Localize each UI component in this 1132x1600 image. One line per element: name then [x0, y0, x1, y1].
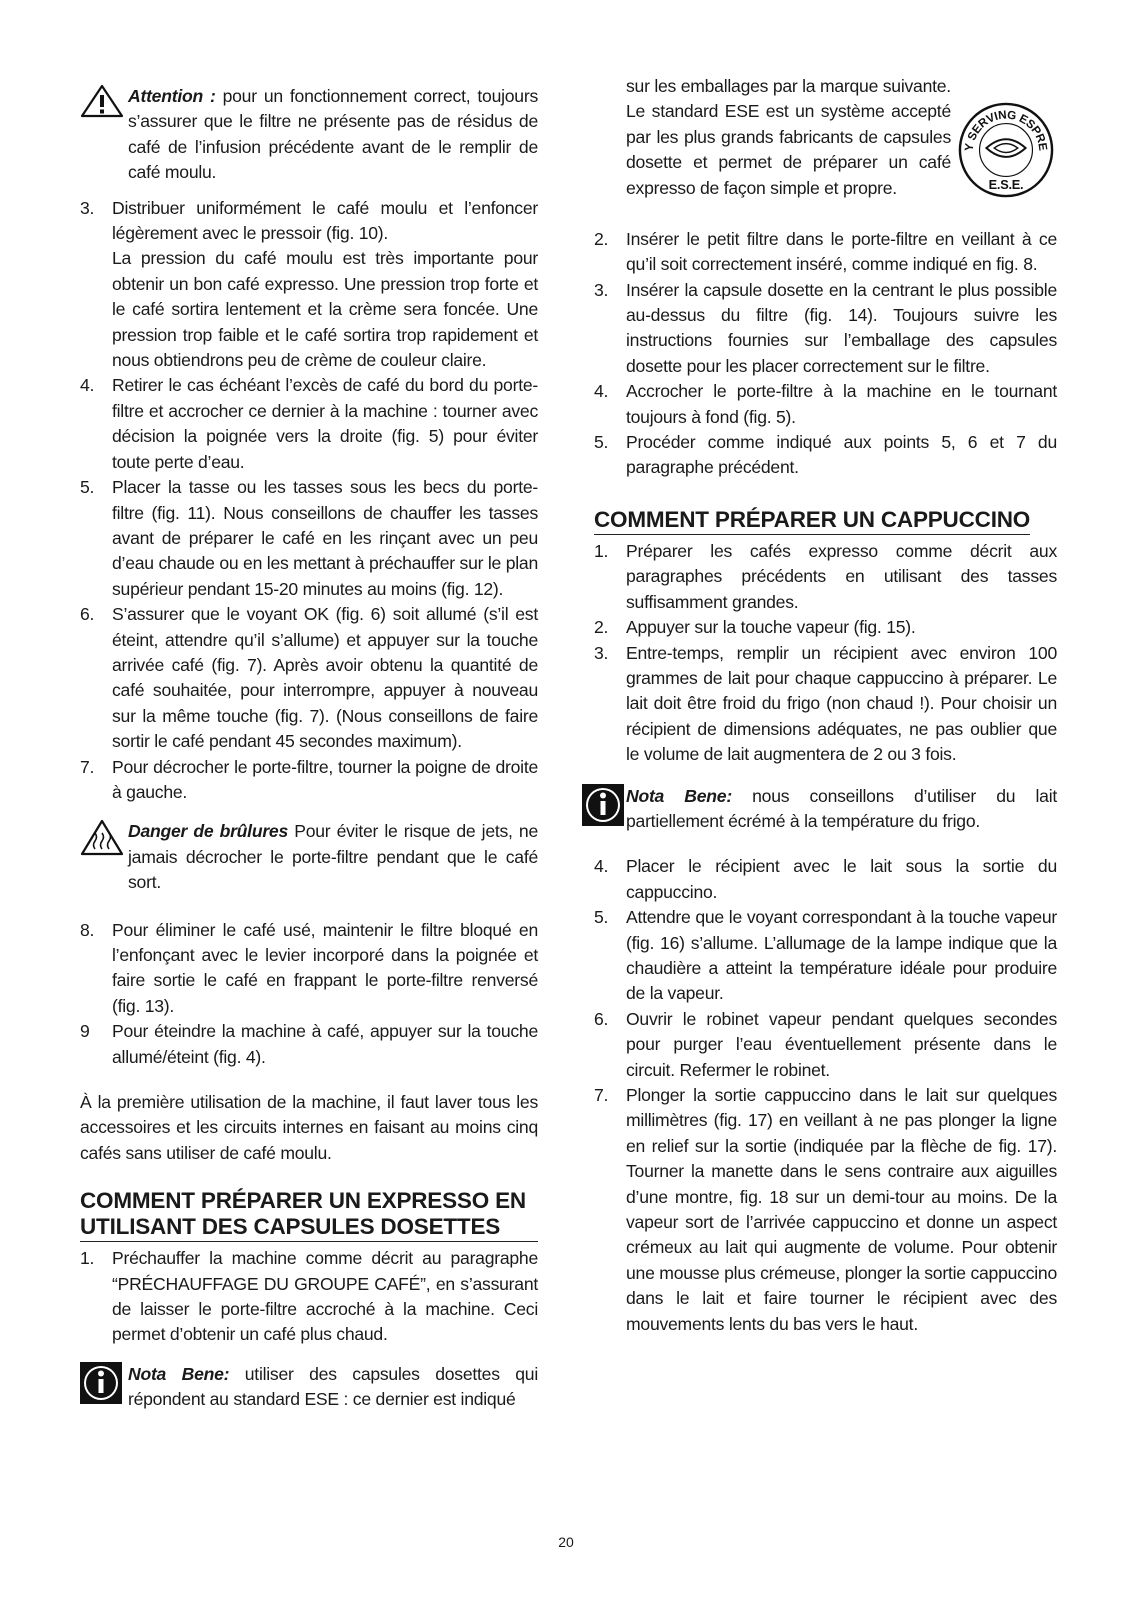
cappuccino-steps-list-b [594, 854, 1057, 1337]
item-text: Appuyer sur la touche vapeur (fig. 15). [626, 617, 916, 638]
list-item [80, 755, 538, 806]
info-icon [80, 1362, 122, 1404]
right-column [594, 74, 1057, 1337]
item-number: 5. [594, 432, 609, 453]
left-column [80, 74, 538, 1423]
item-text: Attendre que le voyant correspondant à la touche vapeur (fig. 16) s’allume. L’allumage de la lampe indique que la chaudière a atteint la température idéale pour produire de la vapeur. [626, 907, 1057, 1004]
item-number: 2. [594, 617, 609, 638]
item-text: Préparer les cafés expresso comme décrit aux paragraphes précédents en utilisant des tasses suffisamment grandes. [626, 540, 1057, 612]
nota-bene-text: utiliser des capsules dosettes qui répondent au standard ESE : ce dernier est indiqué [128, 1363, 538, 1410]
nota-bene-text: nous conseillons d’utiliser du lait partiellement écrémé à la température du frigo. [626, 785, 1057, 831]
item-text: Pour éliminer le café usé, maintenir le filtre bloqué en l’enfonçant avec le levier incorporé dans la poignée et faire sortie le café en frappant le porte-filtre renversé (fig. 13). [112, 919, 538, 1016]
ese-block [562, 99, 1057, 206]
item-number: 8. [80, 919, 95, 940]
item-text: Insérer la capsule dosette en la centrant le plus possible au-dessus du filtre (fig. 14). Toujours suivre les instructions fournies sur l’emballage des capsules dosette pour les placer correctement sur le filtre. [626, 279, 1057, 376]
nota-bene-note [80, 1362, 538, 1413]
item-text: Plonger la sortie cappuccino dans le lait sur quelques millimètres (fig. 17) en veillant à ne pas plonger la ligne en relief sur la sortie (indiquée par la flèche de fig. 17). Tourner la manette dans le sens contraire aux aiguilles d’une montre, fig. 18 sur un demi-tour au moins. De la vapeur sort de l’arrivée cappuccino et donne un aspect crémeux au lait qui augmente de volume. Pour obtenir une mousse plus crémeuse, plonger la sortie cappuccino dans le lait et faire tourner le récipient avec des mouvements lents du bas vers le haut. [626, 1085, 1057, 1334]
capsule-steps-list [594, 227, 1057, 481]
item-text: Placer le récipient avec le lait sous la sortie du cappuccino. [626, 856, 1057, 902]
page-number: 20 [558, 1534, 574, 1550]
list-item [594, 430, 1057, 481]
list-item [80, 602, 538, 754]
section-title-text: COMMENT PRÉPARER UN EXPRESSO EN UTILISANT DES CAPSULES DOSETTES [80, 1188, 538, 1242]
attention-text: pour un fonctionnement correct, toujours s’assurer que le filtre ne présente pas de résidus de café de l’infusion précédente avant de le remplir de café moulu. [128, 86, 538, 183]
list-item [594, 905, 1057, 1007]
item-number: 4. [80, 375, 95, 396]
item-text: Entre-temps, remplir un récipient avec environ 100 grammes de lait pour chaque cappuccino à préparer. Le lait doit être froid du frigo (non chaud !). Pour choisir un récipient de dimensions adéquates, ne pas oublier que le volume de lait augmentera de 2 ou 3 fois. [626, 642, 1057, 765]
steps-list-b [80, 918, 538, 1070]
ese-logo-icon [957, 101, 1055, 199]
steps-list-c [80, 1246, 538, 1348]
list-item [594, 1007, 1057, 1083]
item-number: 2. [594, 228, 609, 249]
list-item [594, 278, 1057, 380]
list-item [80, 918, 538, 1020]
steps-list-a [80, 196, 538, 806]
item-text: Pour éteindre la machine à café, appuyer sur la touche allumé/éteint (fig. 4). [112, 1021, 538, 1067]
list-item [594, 227, 1057, 278]
item-number: 4. [594, 381, 609, 402]
item-number: 6. [80, 604, 95, 625]
list-item [80, 1019, 538, 1070]
item-number: 5. [594, 907, 609, 928]
item-number: 9 [80, 1021, 90, 1042]
item-text: Ouvrir le robinet vapeur pendant quelques secondes pour purger l’eau éventuellement présente dans le circuit. Refermer le robinet. [626, 1008, 1057, 1080]
section-title-capsules [80, 1188, 538, 1242]
cappuccino-steps-list-a [594, 539, 1057, 768]
list-item [80, 373, 538, 475]
item-text: Retirer le cas échéant l’excès de café du bord du porte-filtre et accrocher ce dernier à la machine : tourner avec décision la poignée vers la droite (fig. 5) pour éviter toute perte d’eau. [112, 375, 538, 472]
item-number: 3. [594, 279, 609, 300]
section-title-text: COMMENT PRÉPARER UN CAPPUCCINO [594, 507, 1030, 535]
list-item [594, 641, 1057, 768]
nota-bene-label: Nota Bene: [626, 785, 732, 806]
ese-logo-top: Y SERVING ESPRE [962, 108, 1050, 153]
item-number: 1. [594, 540, 609, 561]
ese-text: Le standard ESE est un système accepté par les plus grands fabricants de capsules dosette et permet de préparer un café expresso de façon simple et propre. [626, 101, 951, 198]
danger-text: Pour éviter le risque de jets, ne jamais décrocher le porte-filtre pendant que le café sort. [128, 821, 538, 893]
item-number: 3. [80, 197, 95, 218]
list-item [594, 854, 1057, 905]
item-text: Préchauffer la machine comme décrit au paragraphe “PRÉCHAUFFAGE DU GROUPE CAFÉ”, en s’assurant de laisser le porte-filtre accroché à la machine. Ceci permet d’obtenir un café plus chaud. [112, 1248, 538, 1345]
item-text: Accrocher le porte-filtre à la machine en le tournant toujours à fond (fig. 5). [626, 381, 1057, 427]
item-text: Pour décrocher le porte-filtre, tourner la poigne de droite à gauche. [112, 756, 538, 802]
attention-note [80, 84, 538, 186]
item-number: 6. [594, 1008, 609, 1029]
attention-label: Attention : [128, 86, 216, 106]
item-number: 3. [594, 642, 609, 663]
list-item [594, 379, 1057, 430]
hot-surface-icon [80, 819, 124, 857]
item-text: Placer la tasse ou les tasses sous les becs du porte-filtre (fig. 11). Nous conseillons de chauffer les tasses avant de préparer le café en les rinçant avec un peu d’eau chaude ou en les mettant à préchauffer sur le plan supérieur pendant 15-20 minutes au moins (fig. 12). [112, 477, 538, 599]
item-extra-text: La pression du café moulu est très importante pour obtenir un bon café expresso. Une pression trop forte et le café sortira lentement et la crème sera foncée. Une pression trop faible et le café sortira trop rapidement et nous obtiendrons peu de crème de couleur claire. [112, 248, 538, 371]
first-use-paragraph: À la première utilisation de la machine, il faut laver tous les accessoires et les circuits internes en faisant au moins cinq cafés sans utiliser de café moulu. [80, 1092, 538, 1163]
item-number: 7. [80, 756, 95, 777]
danger-label: Danger de brûlures [128, 821, 288, 842]
item-text: S’assurer que le voyant OK (fig. 6) soit allumé (s’il est éteint, attendre qu’il s’allume) et appuyer sur la touche arrivée café (fig. 7). Après avoir obtenu la quantité de café souhaitée, pour interrompre, appuyer à nouveau sur la même touche (fig. 7). (Nous conseillons de faire sortir le café pendant 45 secondes maximum). [112, 604, 538, 752]
item-number: 7. [594, 1085, 609, 1105]
item-text: Insérer le petit filtre dans le porte-filtre en veillant à ce qu’il soit correctement inséré, comme indiqué en fig. 8. [626, 228, 1057, 275]
warning-icon [80, 84, 124, 118]
section-title-cappuccino [594, 507, 1057, 535]
item-text: Distribuer uniformément le café moulu et l’enfoncer légèrement avec le pressoir (fig. 10). [112, 197, 538, 244]
list-item [80, 196, 538, 374]
list-item [594, 615, 1057, 640]
item-text: Procéder comme indiqué aux points 5, 6 et 7 du paragraphe précédent. [626, 432, 1057, 478]
list-item [80, 475, 538, 602]
item-number: 5. [80, 477, 95, 498]
list-item [594, 1083, 1057, 1337]
nota-bene-label: Nota Bene: [128, 1363, 230, 1384]
list-item [594, 539, 1057, 615]
danger-note [80, 819, 538, 895]
info-icon [582, 784, 624, 826]
ese-first-line: sur les emballages par la marque suivante. [626, 76, 951, 96]
ese-logo-bottom: E.S.E. [988, 177, 1024, 193]
item-number: 4. [594, 856, 609, 877]
item-number: 1. [80, 1248, 95, 1269]
list-item [80, 1246, 538, 1348]
nota-bene-note [582, 784, 1057, 835]
